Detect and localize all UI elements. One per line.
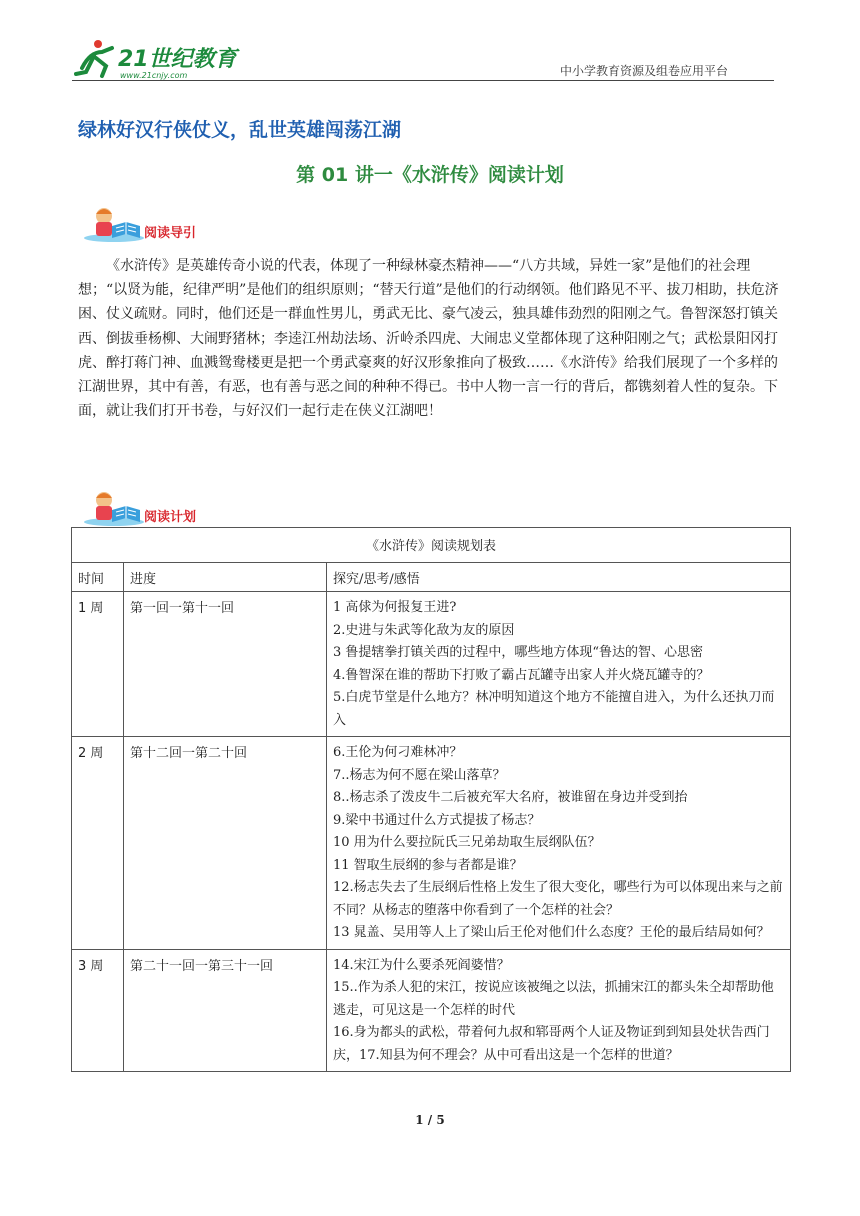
question-item: 4.鲁智深在谁的帮助下打败了霸占瓦罐寺出家人并火烧瓦罐寺的？: [333, 667, 710, 683]
section-reading-plan: [78, 488, 278, 528]
question-item: 16.身为都头的武松，带着何九叔和郓哥两个人证及物证到到知县处状告西门庆，17.知县为何不理会？从中可看出这是一个怎样的世道？: [333, 1025, 770, 1063]
row-time: 3 周: [72, 949, 124, 1072]
question-item: 5.白虎节堂是什么地方？林冲明知道这个地方不能擅自进入，为什么还执刀而入: [333, 690, 775, 728]
question-item: 6.王伦为何刁难林冲？: [333, 745, 463, 760]
question-item: 8..杨志杀了泼皮牛二后被充军大名府，被谁留在身边并受到抬: [333, 790, 688, 805]
row-time: 2 周: [72, 737, 124, 950]
question-item: 15..作为杀人犯的宋江，按说应该被绳之以法，抓捕宋江的都头朱仝却帮助他逃走，可见这是一个怎样的时代: [333, 980, 774, 1018]
header-progress: 进度: [124, 563, 327, 592]
row-time: 1 周: [72, 592, 124, 737]
main-title: 绿林好汉行侠仗义，乱世英雄闯荡江湖: [78, 119, 402, 141]
question-item: 2.史进与朱武等化敌为友的原因: [333, 622, 515, 638]
question-item: 12.杨志失去了生辰纲后性格上发生了很大变化，哪些行为可以体现出来与之前不同？从杨志的堕落中你看到了一个怎样的社会？: [333, 880, 783, 918]
table-row: [72, 737, 791, 950]
row-questions: [327, 592, 791, 737]
21cnjy-logo: [72, 38, 242, 82]
section-reading-guide: [78, 204, 278, 244]
question-item: 7..杨志为何不愿在梁山落草？: [333, 767, 506, 783]
row-questions: [327, 737, 791, 950]
table-row: [72, 949, 791, 1072]
row-progress: 第一回一第十一回: [124, 592, 327, 737]
reading-child-icon: [78, 488, 148, 528]
reading-plan-table: [71, 527, 791, 1072]
platform-name: 中小学教育资源及组卷应用平台: [560, 64, 729, 78]
lesson-title: 第 01 讲一《水浒传》阅读计划: [296, 164, 564, 186]
page-header: [0, 0, 860, 90]
question-item: 10 用为什么要拉阮氏三兄弟劫取生辰纲队伍？: [333, 835, 601, 850]
row-progress: 第十二回一第二十回: [124, 737, 327, 950]
question-item: 14.宋江为什么要杀死阎婆惜？: [333, 957, 510, 973]
table-caption: 《水浒传》阅读规划表: [72, 528, 791, 563]
section-label-guide: 阅读导引: [144, 226, 197, 241]
table-header-row: [72, 563, 791, 592]
intro-paragraph: 《水浒传》是英雄传奇小说的代表，体现了一种绿林豪杰精神——“八方共域，异姓一家”是他们的社会理想；“以贤为能，纪律严明”是他们的组织原则；“替天行道”是他们的行动纲领。他们路见不平、拔刀相助，扶危济困、仗义疏财。同时，他们还是一群血性男儿，勇武无比、豪气凌云，独具雄伟劲烈的阳刚之气。鲁智深怒打镇关西、倒拔垂杨柳、大闹野猪林；李逵江州劫法场、沂岭杀四虎、大闹忠义堂都体现了这种阳刚之气；武松景阳冈打虎、醉打蒋门神、血溅鸳鸯楼更是把一个勇武豪爽的好汉形象推向了极致……《水浒传》给我们展现了一个多样的江湖世界，其中有善，有恶，也有善与恶之间的种种不得已。书中人物一言一行的背后，都镌刻着人性的复杂。下面，就让我们打开书卷，与好汉们一起行走在侠义江湖吧！: [78, 258, 779, 420]
question-item: 11 智取生辰纲的参与者都是谁？: [333, 857, 523, 873]
table-caption-row: [72, 528, 791, 563]
logo-sub-text: www.21cnjy.com: [120, 71, 188, 80]
header-divider: [72, 80, 774, 81]
question-item: 1 高俅为何报复王进?: [333, 600, 457, 615]
header-time: 时间: [72, 563, 124, 592]
question-item: 13 晁盖、吴用等人上了梁山后王伦对他们什么态度？王伦的最后结局如何？: [333, 925, 770, 940]
page-number: 1 / 5: [415, 1113, 445, 1127]
question-item: 9.梁中书通过什么方式提拔了杨志？: [333, 812, 541, 828]
row-questions: [327, 949, 791, 1072]
table-row: [72, 592, 791, 737]
reading-child-icon: [78, 204, 148, 244]
question-item: 3 鲁提辖拳打镇关西的过程中，哪些地方体现“鲁达的智、心思密: [333, 645, 704, 660]
logo-main-text: 21世纪教育: [118, 47, 237, 72]
row-progress: 第二十一回一第三十一回: [124, 949, 327, 1072]
section-label-plan: 阅读计划: [144, 510, 197, 525]
header-questions: 探究/思考/感悟: [327, 563, 791, 592]
